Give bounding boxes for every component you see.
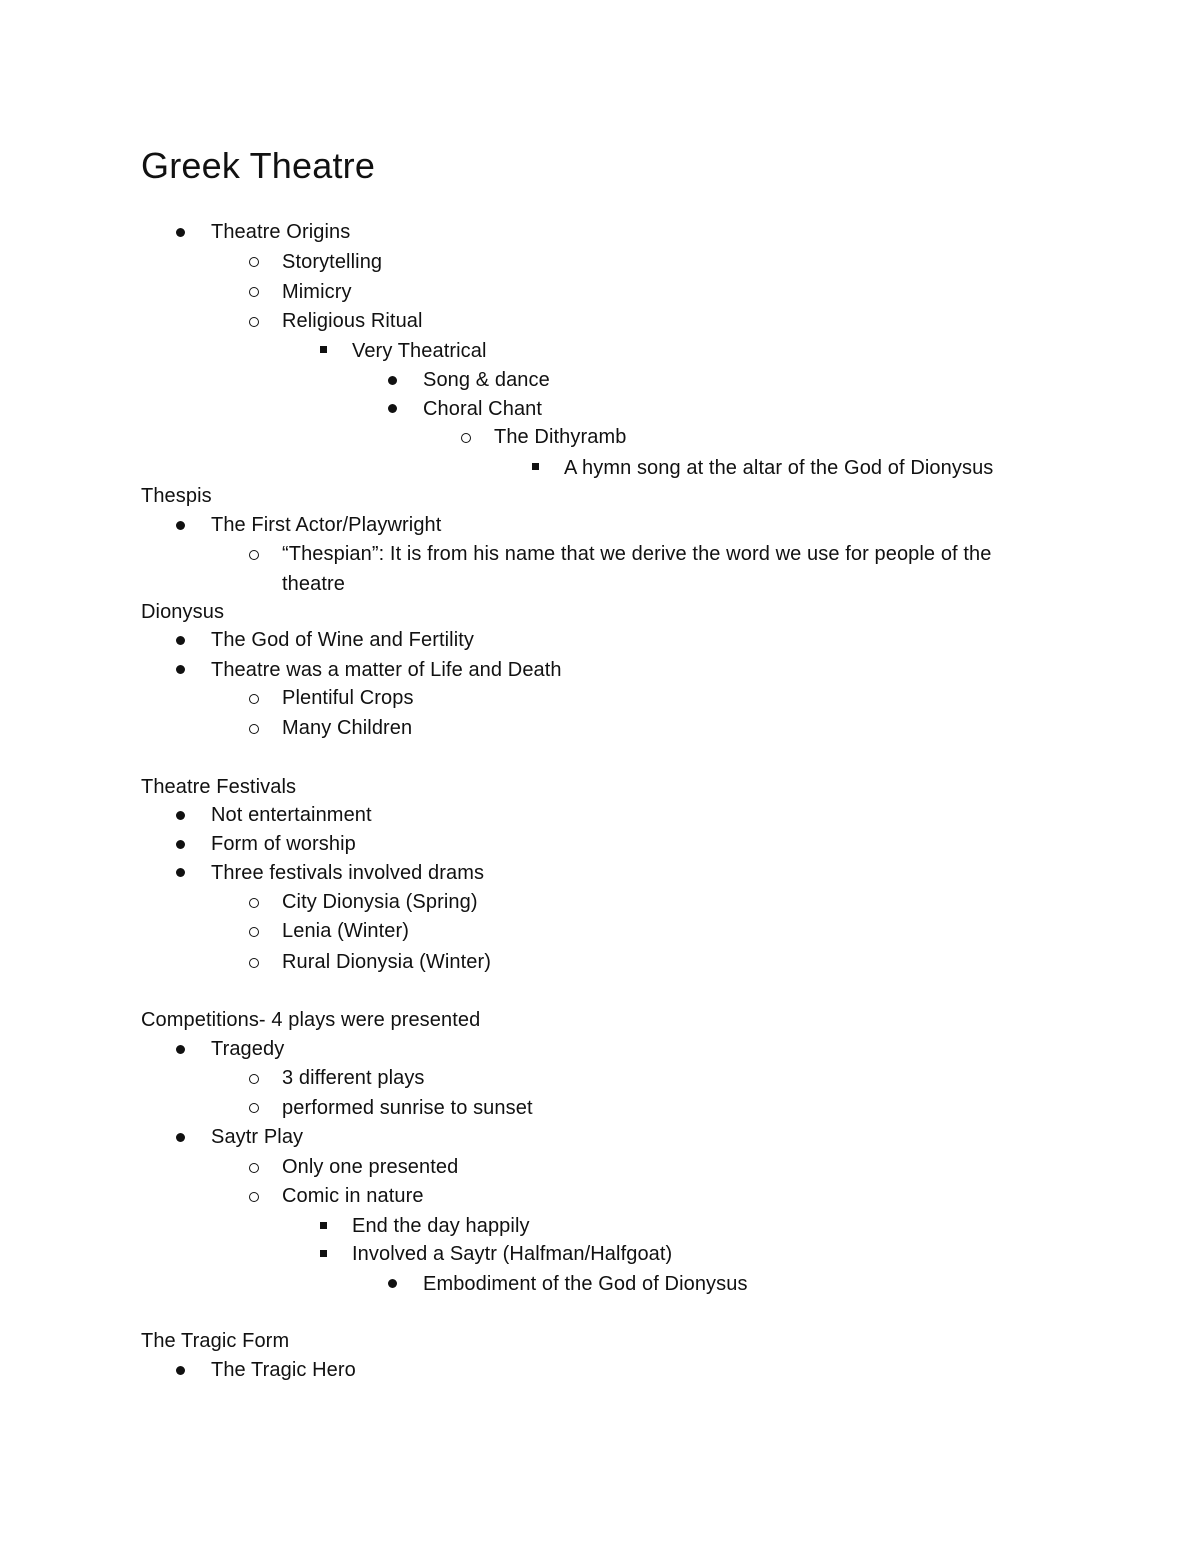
bullet-disc-icon [176,1133,185,1142]
bullet-circle-icon [249,898,259,908]
list-item: Rural Dionysia (Winter) [282,951,492,973]
list-item: The Dithyramb [494,426,627,448]
bullet-disc-icon [176,636,185,645]
bullet-circle-icon [249,694,259,704]
bullet-circle-icon [249,317,259,327]
list-item: Not entertainment [211,804,372,826]
bullet-circle-icon [249,1163,259,1173]
list-item: Mimicry [282,281,352,303]
bullet-circle-icon [249,724,259,734]
list-item: Theatre Origins [211,221,351,243]
bullet-circle-icon [249,550,259,560]
bullet-disc-icon [176,840,185,849]
bullet-disc-icon [176,868,185,877]
list-item: Very Theatrical [352,340,487,362]
page-title: Greek Theatre [141,145,376,186]
bullet-circle-icon [249,1074,259,1084]
list-item: Choral Chant [423,398,543,420]
list-item-continuation: theatre [282,573,345,595]
list-item: Many Children [282,717,413,739]
list-item: Storytelling [282,251,383,273]
list-item: The First Actor/Playwright [211,514,442,536]
bullet-disc-icon [176,811,185,820]
list-item: Only one presented [282,1156,459,1178]
list-item: Three festivals involved drams [211,862,485,884]
list-item: End the day happily [352,1215,530,1237]
bullet-circle-icon [249,958,259,968]
bullet-disc-icon [176,1366,185,1375]
bullet-square-icon [320,346,327,353]
bullet-disc-icon [176,521,185,530]
section-heading: The Tragic Form [141,1330,290,1352]
list-item: “Thespian”: It is from his name that we derive the word we use for people of the [282,543,992,565]
bullet-square-icon [320,1222,327,1229]
bullet-circle-icon [249,287,259,297]
list-item: A hymn song at the altar of the God of Dionysus [564,457,994,479]
list-item: Theatre was a matter of Life and Death [211,659,562,681]
list-item: The Tragic Hero [211,1359,356,1381]
list-item: Involved a Saytr (Halfman/Halfgoat) [352,1243,673,1265]
bullet-circle-icon [249,1103,259,1113]
bullet-square-icon [320,1250,327,1257]
list-item: Form of worship [211,833,356,855]
bullet-circle-icon [249,1192,259,1202]
bullet-circle-icon [249,257,259,267]
list-item: Saytr Play [211,1126,304,1148]
list-item: 3 different plays [282,1067,425,1089]
section-heading: Theatre Festivals [141,776,297,798]
list-item: The God of Wine and Fertility [211,629,475,651]
list-item: Lenia (Winter) [282,920,409,942]
list-item: City Dionysia (Spring) [282,891,478,913]
bullet-disc-icon [388,1279,397,1288]
list-item: Song & dance [423,369,550,391]
bullet-disc-icon [388,376,397,385]
bullet-square-icon [532,463,539,470]
list-item: Plentiful Crops [282,687,414,709]
bullet-disc-icon [388,404,397,413]
list-item: Religious Ritual [282,310,423,332]
bullet-circle-icon [249,927,259,937]
list-item: performed sunrise to sunset [282,1097,533,1119]
bullet-disc-icon [176,228,185,237]
bullet-circle-icon [461,433,471,443]
bullet-disc-icon [176,1045,185,1054]
list-item: Tragedy [211,1038,285,1060]
section-heading: Dionysus [141,601,225,623]
section-heading: Competitions- 4 plays were presented [141,1009,481,1031]
section-heading: Thespis [141,485,212,507]
list-item: Embodiment of the God of Dionysus [423,1273,748,1295]
bullet-disc-icon [176,665,185,674]
list-item: Comic in nature [282,1185,424,1207]
